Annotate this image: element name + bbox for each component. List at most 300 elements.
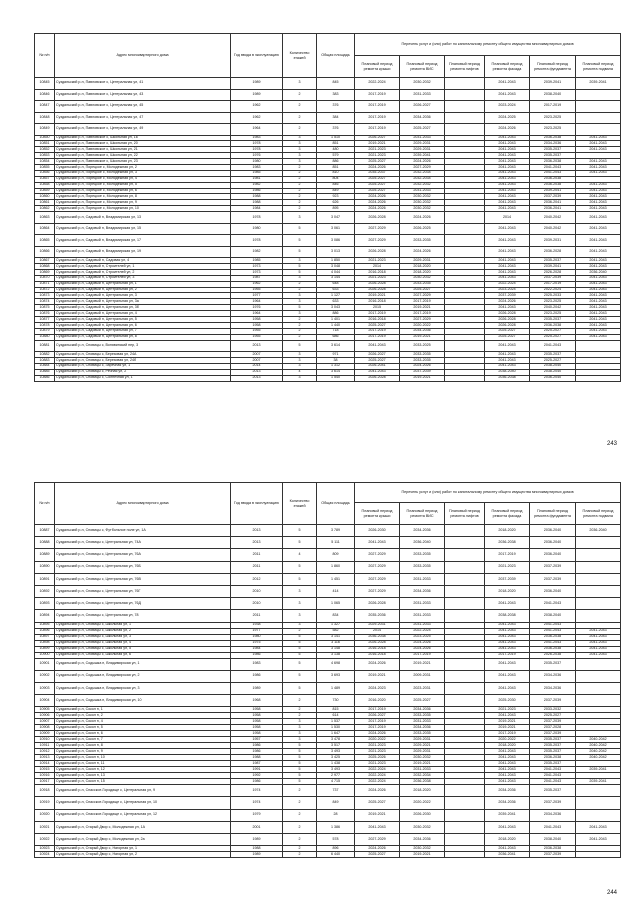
cell-basement: 2041-2043 — [576, 305, 621, 311]
cell-address: Суздальский р-н, Павловское с, Школьная ул, 20 — [55, 141, 231, 147]
cell-area: 3 614 — [317, 369, 355, 375]
cell-vis: 2030-2032 — [400, 755, 445, 761]
cell-area: 3 061 — [317, 223, 355, 235]
cell-foundation: 2041-2043 — [530, 779, 576, 785]
cell-lifts — [445, 124, 485, 136]
cell-address: Суздальский р-н, Сокол п, 12 — [55, 767, 231, 773]
cell-floors: 5 — [283, 235, 317, 247]
cell-facade: 2041-2043 — [485, 767, 530, 773]
cell-year: 1962 — [231, 101, 283, 113]
cell-area: 480 — [317, 147, 355, 153]
cell-address: Суздальский р-н, Павловское с, Школьная ул, 21 — [55, 147, 231, 153]
cell-basement: 2040-2042 — [576, 743, 621, 749]
cell-foundation: 2036-2040 — [530, 585, 576, 597]
cell-floors: 5 — [283, 652, 317, 658]
cell-year: 1988 — [231, 846, 283, 852]
col-roof: Плановый период ремонта крыши — [355, 56, 400, 78]
cell-roof: 2027-2029 — [355, 223, 400, 235]
cell-address: Суздальский р-н, Сокол п, 8 — [55, 743, 231, 749]
cell-foundation: 2025-2027 — [530, 334, 576, 340]
cell-num: 10910 — [35, 737, 55, 743]
cell-roof: 2026-2030 — [355, 525, 400, 537]
cell-basement — [576, 549, 621, 561]
cell-floors: 3 — [283, 598, 317, 610]
cell-facade: 2041-2043 — [485, 78, 530, 90]
cell-floors: 5 — [283, 269, 317, 275]
table-row — [35, 821, 621, 833]
cell-year: 1986 — [231, 743, 283, 749]
col-basement: Плановый период ремонта подвала — [576, 503, 621, 525]
cell-lifts — [445, 212, 485, 224]
table-row — [35, 670, 621, 682]
cell-num: 10878 — [35, 322, 55, 328]
cell-floors: 2 — [283, 182, 317, 188]
cell-foundation: 2037-2039 — [530, 194, 576, 200]
cell-address: Суздальский р-н, Садовый п, Центральная ул, 4 — [55, 311, 231, 317]
cell-facade: 2039-2041 — [485, 809, 530, 821]
cell-foundation: 2035-2037 — [530, 658, 576, 670]
cell-num: 10874 — [35, 299, 55, 305]
cell-year: 1977 — [231, 628, 283, 634]
cell-floors: 2 — [283, 194, 317, 200]
page-243 — [0, 0, 640, 452]
cell-num: 10888 — [35, 537, 55, 549]
col-floors: Количество этажей — [283, 483, 317, 525]
col-lifts: Плановый период ремонта лифтов — [445, 503, 485, 525]
cell-year: 2012 — [231, 573, 283, 585]
cell-year: 1989 — [231, 834, 283, 846]
cell-basement — [576, 340, 621, 352]
cell-roof: 2025-2026 — [355, 755, 400, 761]
cell-area: 3 013 — [317, 246, 355, 258]
cell-area: 3 517 — [317, 743, 355, 749]
cell-address: Суздальский р-н, Старый Двор с, Молодежная ул, 2а — [55, 834, 231, 846]
cell-num: 10915 — [35, 767, 55, 773]
cell-foundation: 2037-2039 — [530, 561, 576, 573]
cell-roof: 2024-2026 — [355, 846, 400, 852]
cell-year: 1982 — [231, 182, 283, 188]
cell-foundation: 2023-2025 — [530, 112, 576, 124]
cell-basement: 2039-2041 — [576, 767, 621, 773]
cell-year: 2011 — [231, 610, 283, 622]
cell-area: 1 065 — [317, 598, 355, 610]
table-row — [35, 525, 621, 537]
table-row — [35, 549, 621, 561]
cell-year: 1978 — [231, 147, 283, 153]
col-lifts: Плановый период ремонта лифтов — [445, 56, 485, 78]
cell-basement: 2041-2043 — [576, 159, 621, 165]
cell-roof: 2024-2026 — [355, 200, 400, 206]
cell-num: 10847 — [35, 101, 55, 113]
cell-year: 1976 — [231, 153, 283, 159]
cell-roof: 2017-2019 — [355, 112, 400, 124]
cell-vis: 2027-2029 — [400, 164, 445, 170]
cell-roof: 2027-2029 — [355, 561, 400, 573]
cell-vis: 2031-2033 — [400, 598, 445, 610]
cell-area: 896 — [317, 846, 355, 852]
cell-vis: 2027-2029 — [400, 316, 445, 322]
cell-area: 579 — [317, 153, 355, 159]
cell-vis: 2033-2035 — [400, 549, 445, 561]
cell-year: 1962 — [231, 112, 283, 124]
cell-address: Суздальский р-н, Садовый п, Владимирская ул, 19 — [55, 246, 231, 258]
cell-roof: 2024-2026 — [355, 658, 400, 670]
cell-area: 3 425 — [317, 755, 355, 761]
cell-vis: 2017-2019 — [400, 299, 445, 305]
cell-roof: 2021-2023 — [355, 761, 400, 767]
cell-address: Суздальский р-н, Садовый п, Центральная ул, 1 — [55, 281, 231, 287]
cell-roof: 2025-2027 — [355, 188, 400, 194]
cell-year: 1958 — [231, 725, 283, 731]
cell-address: Суздальский р-н, Сокол п, 5 — [55, 725, 231, 731]
cell-floors: 5 — [283, 779, 317, 785]
cell-address: Суздальский р-н, Сновицы с, Центральная ул, 76Г — [55, 585, 231, 597]
cell-address: Суздальский р-н, Сновицы с, Центральная ул, 78 — [55, 610, 231, 622]
cell-floors: 5 — [283, 761, 317, 767]
cell-floors: 3 — [283, 725, 317, 731]
cell-roof: 2017-2019 — [355, 707, 400, 713]
cell-year: 1977 — [231, 293, 283, 299]
cell-facade: 2041-2043 — [485, 141, 530, 147]
cell-roof: 2027-2029 — [355, 834, 400, 846]
cell-facade: 2037-2039 — [485, 573, 530, 585]
cell-area: 718 — [317, 328, 355, 334]
cell-roof: 2019-2021 — [355, 670, 400, 682]
cell-facade: 2041-2043 — [485, 89, 530, 101]
cell-floors: 2 — [283, 797, 317, 809]
cell-roof: 2027-2029 — [355, 235, 400, 247]
page-number: 243 — [607, 441, 618, 447]
cell-foundation: 2034-2036 — [530, 682, 576, 694]
cell-floors: 5 — [283, 749, 317, 755]
table-row — [35, 852, 621, 858]
cell-basement — [576, 561, 621, 573]
cell-foundation: 2035-2037 — [530, 258, 576, 264]
cell-vis: 2019-2021 — [400, 334, 445, 340]
cell-address: Суздальский р-н, Садовый п, Центральная ул, 6 — [55, 322, 231, 328]
cell-vis: 2032-2034 — [400, 773, 445, 779]
cell-address: Суздальский р-н, Порецкое с, Молодежная ул, 5 — [55, 182, 231, 188]
cell-address: Суздальский р-н, Старый Двор с, Нагорная ул, 2 — [55, 852, 231, 858]
col-group: Перечень услуг и (или) работ по капитальному ремонту общего имущества многоквартирных домов — [355, 483, 621, 503]
cell-floors: 5 — [283, 263, 317, 269]
cell-vis: 2024-2026 — [400, 212, 445, 224]
cell-area: 3 086 — [317, 235, 355, 247]
cell-year: 1980 — [231, 159, 283, 165]
cell-lifts — [445, 695, 485, 707]
cell-roof: 2026-2041 — [355, 363, 400, 369]
cell-foundation: 2036-2041 — [530, 200, 576, 206]
table-row — [35, 573, 621, 585]
cell-facade: 2041-2043 — [485, 159, 530, 165]
cell-vis: 2025-2027 — [400, 124, 445, 136]
cell-facade: 2023-2024 — [485, 287, 530, 293]
cell-area: 1 510 — [317, 135, 355, 141]
cell-basement — [576, 852, 621, 858]
cell-roof: 2025-2027 — [355, 322, 400, 328]
cell-area: 4 715 — [317, 779, 355, 785]
col-year: Год ввода в эксплуатацию — [231, 483, 283, 525]
cell-lifts — [445, 670, 485, 682]
cell-year: 1957 — [231, 737, 283, 743]
cell-roof: 2021-2023 — [355, 258, 400, 264]
cell-vis: 2033-2025 — [400, 340, 445, 352]
cell-address: Суздальский р-н, Сокол п, 1 — [55, 707, 231, 713]
cell-basement: 2041-2043 — [576, 334, 621, 340]
cell-facade: 2025-2027 — [485, 334, 530, 340]
cell-facade: 2041-2043 — [485, 779, 530, 785]
cell-roof: 2022-2024 — [355, 779, 400, 785]
cell-facade: 2021-2023 — [485, 707, 530, 713]
table-row — [35, 212, 621, 224]
cell-num: 10855 — [35, 164, 55, 170]
cell-address: Суздальский р-н, Сновицы с, Центральная ул, 76В — [55, 573, 231, 585]
cell-year: 1958 — [231, 316, 283, 322]
cell-floors: 2 — [283, 316, 317, 322]
cell-foundation: 2037-2039 — [530, 573, 576, 585]
cell-basement: 2040-2042 — [576, 749, 621, 755]
cell-area: 971 — [317, 352, 355, 358]
cell-address: Суздальский р-н, Старый Двор с, Нагорная ул, 1 — [55, 846, 231, 852]
cell-facade: 2024-2025 — [485, 112, 530, 124]
cell-floors: 2 — [283, 707, 317, 713]
cell-lifts — [445, 525, 485, 537]
cell-facade: 2017-2019 — [485, 549, 530, 561]
cell-foundation: 2035-2037 — [530, 737, 576, 743]
cell-facade: 2041-2043 — [485, 275, 530, 281]
cell-num: 10873 — [35, 293, 55, 299]
cell-roof: 2041-2043 — [355, 537, 400, 549]
cell-lifts — [445, 101, 485, 113]
cell-vis: 2033-2035 — [400, 713, 445, 719]
cell-foundation: 2026-2028 — [530, 269, 576, 275]
cell-floors: 3 — [283, 141, 317, 147]
cell-basement: 2041-2043 — [576, 311, 621, 317]
cell-roof: 2021-2023 — [355, 147, 400, 153]
cell-basement — [576, 797, 621, 809]
cell-vis: 2031-2033 — [400, 188, 445, 194]
cell-num: 10889 — [35, 549, 55, 561]
cell-basement: 2041-2043 — [576, 170, 621, 176]
cell-year: 1974 — [231, 785, 283, 797]
cell-vis: 2025-2027 — [400, 695, 445, 707]
cell-year: 1984 — [231, 646, 283, 652]
cell-facade: 2036-2041 — [485, 852, 530, 858]
cell-vis: 2027-2029 — [400, 293, 445, 299]
page-244 — [0, 452, 640, 905]
cell-year: 1979 — [231, 809, 283, 821]
cell-vis: 2033-2035 — [400, 235, 445, 247]
cell-num: 10886 — [35, 375, 55, 381]
cell-basement: 2041-2043 — [576, 821, 621, 833]
cell-foundation: 2036-2028 — [530, 246, 576, 258]
cell-floors: 2 — [283, 628, 317, 634]
cell-area: 1 440 — [317, 322, 355, 328]
cell-address: Суздальский р-н, Сновицы с, Центральная ул, 76Б — [55, 561, 231, 573]
table-row — [35, 246, 621, 258]
cell-vis: 2026-2030 — [400, 809, 445, 821]
cell-foundation: 2038-2040 — [530, 363, 576, 369]
cell-floors: 2 — [283, 846, 317, 852]
cell-num: 10868 — [35, 263, 55, 269]
cell-num: 10897 — [35, 634, 55, 640]
cell-address: Суздальский р-н, Сокол п, 10 — [55, 755, 231, 761]
table-row — [35, 610, 621, 622]
cell-floors: 2 — [283, 809, 317, 821]
cell-year: 1991 — [231, 767, 283, 773]
cell-basement: 2040-2042 — [576, 737, 621, 743]
cell-lifts — [445, 375, 485, 381]
cell-lifts — [445, 223, 485, 235]
cell-facade: 2014 — [485, 212, 530, 224]
cell-facade: 2041-2043 — [485, 363, 530, 369]
cell-floors: 2 — [283, 785, 317, 797]
cell-vis: 2030-2032 — [400, 194, 445, 200]
cell-address: Суздальский р-н, Порецкое с, Молодежная ул, 2 — [55, 164, 231, 170]
cell-year: 2013 — [231, 537, 283, 549]
cell-facade: 2041-2043 — [485, 206, 530, 212]
cell-facade: 2034-2036 — [485, 797, 530, 809]
cell-area: 810 — [317, 170, 355, 176]
cell-floors: 2 — [283, 200, 317, 206]
cell-num: 10906 — [35, 713, 55, 719]
cell-num: 10896 — [35, 628, 55, 634]
cell-facade: 2041-2043 — [485, 223, 530, 235]
cell-facade: 2024-2026 — [485, 124, 530, 136]
cell-year: 2013 — [231, 369, 283, 375]
cell-foundation: 2041-2043 — [530, 340, 576, 352]
cell-num: 10870 — [35, 275, 55, 281]
cell-roof: 2026-2028 — [355, 598, 400, 610]
cell-num: 10905 — [35, 707, 55, 713]
cell-address: Суздальский р-н, Павловское с, Школьная ул, 16 — [55, 135, 231, 141]
cell-facade: 2041-2043 — [485, 340, 530, 352]
col-foundation: Плановый период ремонта фундамента — [530, 56, 576, 78]
cell-address: Суздальский р-н, Садовый п, Владимирская ул, 17 — [55, 235, 231, 247]
cell-facade: 2038-2040 — [485, 369, 530, 375]
cell-roof: 2026-2027 — [355, 135, 400, 141]
cell-address: Суздальский р-н, Содышка п, Владимирская ул, 2 — [55, 670, 231, 682]
cell-roof: 2017-2019 — [355, 311, 400, 317]
cell-num: 10884 — [35, 363, 55, 369]
col-address: Адрес многоквартирного дома — [55, 34, 231, 78]
cell-year: 1958 — [231, 719, 283, 725]
cell-floors: 3 — [283, 610, 317, 622]
cell-num: 10887 — [35, 525, 55, 537]
cell-foundation: 2041-2043 — [530, 598, 576, 610]
cell-address: Суздальский р-н, Сновицы с, Школьная ул, 1 — [55, 622, 231, 628]
cell-num: 10876 — [35, 311, 55, 317]
cell-roof: 2024-2026 — [355, 785, 400, 797]
cell-year: 2007 — [231, 357, 283, 363]
cell-facade: 2018-2020 — [485, 743, 530, 749]
cell-basement: 2041-2043 — [576, 328, 621, 334]
cell-num: 10907 — [35, 719, 55, 725]
cell-foundation: 2037-2039 — [530, 695, 576, 707]
cell-address: Суздальский р-н, Павловское с, Школьная ул, 23 — [55, 159, 231, 165]
cell-address: Суздальский р-н, Сокол п, 13 — [55, 773, 231, 779]
cell-num: 10922 — [35, 834, 55, 846]
cell-area: 414 — [317, 585, 355, 597]
cell-basement — [576, 695, 621, 707]
cell-facade: 2018-2020 — [485, 834, 530, 846]
table-row — [35, 124, 621, 136]
cell-basement — [576, 785, 621, 797]
cell-address: Суздальский р-н, Сокол п, 11 — [55, 761, 231, 767]
cell-year: 1986 — [231, 779, 283, 785]
cell-area: 578 — [317, 834, 355, 846]
cell-address: Суздальский р-н, Сновицы с, Вонявинский пер, 3 — [55, 340, 231, 352]
cell-num: 10900 — [35, 652, 55, 658]
cell-area: 1 530 — [317, 725, 355, 731]
cell-address: Суздальский р-н, Содышка п, Владимирская ул, 3 — [55, 682, 231, 694]
cell-num: 10852 — [35, 147, 55, 153]
cell-address: Суздальский р-н, Порецкое с, Молодежная ул, 9 — [55, 200, 231, 206]
cell-year: 2010 — [231, 598, 283, 610]
cell-lifts — [445, 573, 485, 585]
cell-foundation: 2036-2038 — [530, 646, 576, 652]
cell-num: 10893 — [35, 598, 55, 610]
cell-basement — [576, 682, 621, 694]
cell-facade: 2036-2038 — [485, 375, 530, 381]
cell-facade: 2041-2043 — [485, 773, 530, 779]
cell-address: Суздальский р-н, Садовый п, Центральная ул, 3 — [55, 293, 231, 299]
cell-foundation: 2023-2025 — [530, 124, 576, 136]
capital-repair-table-2 — [34, 482, 621, 858]
cell-lifts — [445, 834, 485, 846]
cell-facade: 2041-2043 — [485, 170, 530, 176]
cell-facade: 2024-2026 — [485, 299, 530, 305]
cell-roof: 2024-2026 — [355, 206, 400, 212]
cell-facade: 2019-2021 — [485, 725, 530, 731]
col-area: Общая площадь — [317, 34, 355, 78]
cell-roof: 2014 — [355, 628, 400, 634]
cell-address: Суздальский р-н, Порецкое с, Молодежная ул, 4 — [55, 176, 231, 182]
cell-address: Суздальский р-н, Павловское с, Центральная ул, 45 — [55, 101, 231, 113]
cell-facade: 2020-2022 — [485, 737, 530, 743]
cell-roof: 2035-2037 — [355, 170, 400, 176]
cell-roof: 2016-2018 — [355, 299, 400, 305]
cell-foundation: 2036-2040 — [530, 525, 576, 537]
cell-vis: 2031-2033 — [400, 767, 445, 773]
cell-vis: 2018-2020 — [400, 785, 445, 797]
cell-basement — [576, 670, 621, 682]
cell-vis: 2029-2021 — [400, 743, 445, 749]
cell-facade: 2041-2043 — [485, 622, 530, 628]
cell-basement — [576, 658, 621, 670]
cell-address: Суздальский р-н, Сновицы с, Березовая ул, 24А — [55, 352, 231, 358]
cell-vis: 2034-2036 — [400, 707, 445, 713]
cell-foundation: 2026-2038 — [530, 652, 576, 658]
cell-year: 1973 — [231, 269, 283, 275]
cell-vis: 2019-2021 — [400, 658, 445, 670]
cell-facade: 2041-2043 — [485, 755, 530, 761]
cell-foundation: 2039-2031 — [530, 235, 576, 247]
cell-address: Суздальский р-н, Садовый п, Владимирская ул, 13 — [55, 212, 231, 224]
cell-area: 4 698 — [317, 658, 355, 670]
cell-year: 2007 — [231, 352, 283, 358]
cell-num: 10864 — [35, 223, 55, 235]
cell-floors: 2 — [283, 821, 317, 833]
cell-area: 886 — [317, 311, 355, 317]
cell-vis: 2037-2039 — [400, 369, 445, 375]
cell-roof: 2017-2019 — [355, 334, 400, 340]
cell-lifts — [445, 112, 485, 124]
cell-floors: 2 — [283, 124, 317, 136]
cell-address: Суздальский р-н, Сновицы с, Березовая ул, 24б — [55, 357, 231, 363]
cell-basement: 2039-2041 — [576, 779, 621, 785]
cell-lifts — [445, 340, 485, 352]
